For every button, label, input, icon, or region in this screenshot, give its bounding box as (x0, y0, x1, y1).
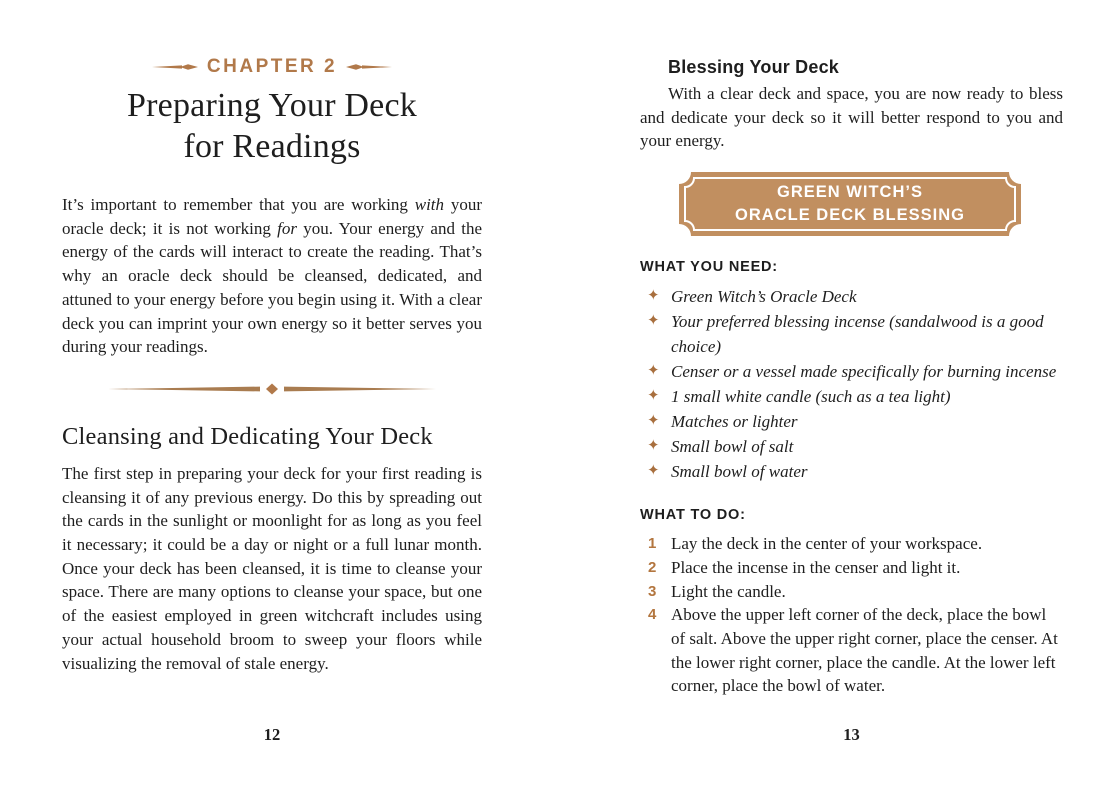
list-item (640, 556, 1063, 580)
section-paragraph: The first step in preparing your deck for your first reading is cleansing it of any previous energy. Do this by spreading out the cards in the sunlight or moonlight for as long as you feel it necessary; it could be a day or night or a full lunar month. Once your deck has been cleansed, it is time to cleanse your space. There are many options to cleanse your space, but one of the easiest employed in green witchcraft includes using your actual household broom to sweep your floors while visualizing the removal of stale energy. (62, 463, 482, 673)
intro-text: your oracle deck; it is not working (62, 195, 482, 238)
right-page (640, 46, 1063, 744)
list-item (640, 532, 1063, 556)
list-item-text: Green Witch’s Oracle Deck (671, 287, 857, 307)
what-to-do-heading: WHAT TO DO: (640, 507, 746, 524)
arrow-ornament-left-icon (152, 61, 198, 73)
page-title (62, 85, 482, 167)
blessing-banner (679, 172, 1021, 236)
step-number: 2 (648, 558, 657, 576)
list-item (640, 409, 1063, 434)
blessing-paragraph: With a clear deck and space, you are now ready to bless and dedicate your deck so it will better respond to you and your energy. (640, 84, 1063, 151)
list-item-text: Small bowl of salt (671, 437, 794, 457)
list-item (640, 284, 1063, 309)
intro-italic-word: for (277, 218, 297, 238)
step-number: 4 (648, 606, 657, 624)
page-title-line1: Preparing Your Deck (127, 87, 417, 124)
star-bullet-icon: ✦ (647, 313, 660, 330)
subheading: Blessing Your Deck (668, 57, 839, 77)
step-text: Lay the deck in the center of your workspace. (671, 534, 983, 554)
intro-text: It’s important to remember that you are working (62, 195, 415, 214)
intro-italic-word: with (414, 195, 445, 214)
intro-text: you. Your energy and the energy of the cards will interact to create the reading. That’s why an oracle deck should be cleansed, dedicated, and attuned to your energy before you begin using it. With a clear deck you can imprint your own energy so it better serves you during your readings. (62, 218, 482, 357)
list-item-text: 1 small white candle (such as a tea light) (671, 387, 951, 407)
star-bullet-icon: ✦ (647, 438, 660, 455)
chapter-header (62, 56, 482, 78)
list-item (640, 359, 1063, 384)
list-item (640, 603, 1063, 698)
step-number: 1 (648, 535, 657, 553)
list-item-text: Matches or lighter (671, 412, 798, 432)
star-bullet-icon: ✦ (647, 413, 660, 430)
step-number: 3 (648, 582, 657, 600)
star-bullet-icon: ✦ (647, 288, 660, 305)
step-text: Light the candle. (671, 581, 786, 601)
banner-title-line2: ORACLE DECK BLESSING (735, 206, 965, 225)
banner-title (679, 172, 1021, 236)
list-item (640, 580, 1063, 604)
page-number-right: 13 (843, 725, 860, 744)
list-item (640, 309, 1063, 359)
list-item-text: Censer or a vessel made specifically for burning incense (671, 362, 1057, 382)
star-bullet-icon: ✦ (647, 463, 660, 480)
list-item (640, 459, 1063, 484)
list-item-text: Your preferred blessing incense (sandalwood is a good choice) (671, 312, 1044, 357)
list-item (640, 384, 1063, 409)
supplies-list (640, 284, 1063, 484)
list-item (640, 434, 1063, 459)
step-text: Above the upper left corner of the deck, place the bowl of salt. Above the upper right corner, place the censer. At the lower right corner, place the candle. At the lower left corner, place the bowl of water. (671, 605, 1058, 696)
left-page (62, 46, 482, 744)
chapter-label: CHAPTER 2 (206, 56, 338, 77)
section-heading: Cleansing and Dedicating Your Deck (62, 422, 433, 450)
star-bullet-icon: ✦ (647, 363, 660, 380)
steps-list (640, 532, 1063, 698)
list-item-text: Small bowl of water (671, 462, 808, 482)
star-bullet-icon: ✦ (647, 388, 660, 405)
intro-paragraph (62, 193, 482, 359)
arrow-ornament-right-icon (346, 61, 392, 73)
divider-ornament-icon (62, 382, 482, 396)
banner-title-line1: GREEN WITCH’S (777, 183, 923, 202)
what-you-need-heading: WHAT YOU NEED: (640, 259, 778, 276)
step-text: Place the incense in the censer and light it. (671, 557, 961, 577)
page-title-line2: for Readings (183, 128, 361, 165)
page-number-left: 12 (263, 725, 281, 744)
